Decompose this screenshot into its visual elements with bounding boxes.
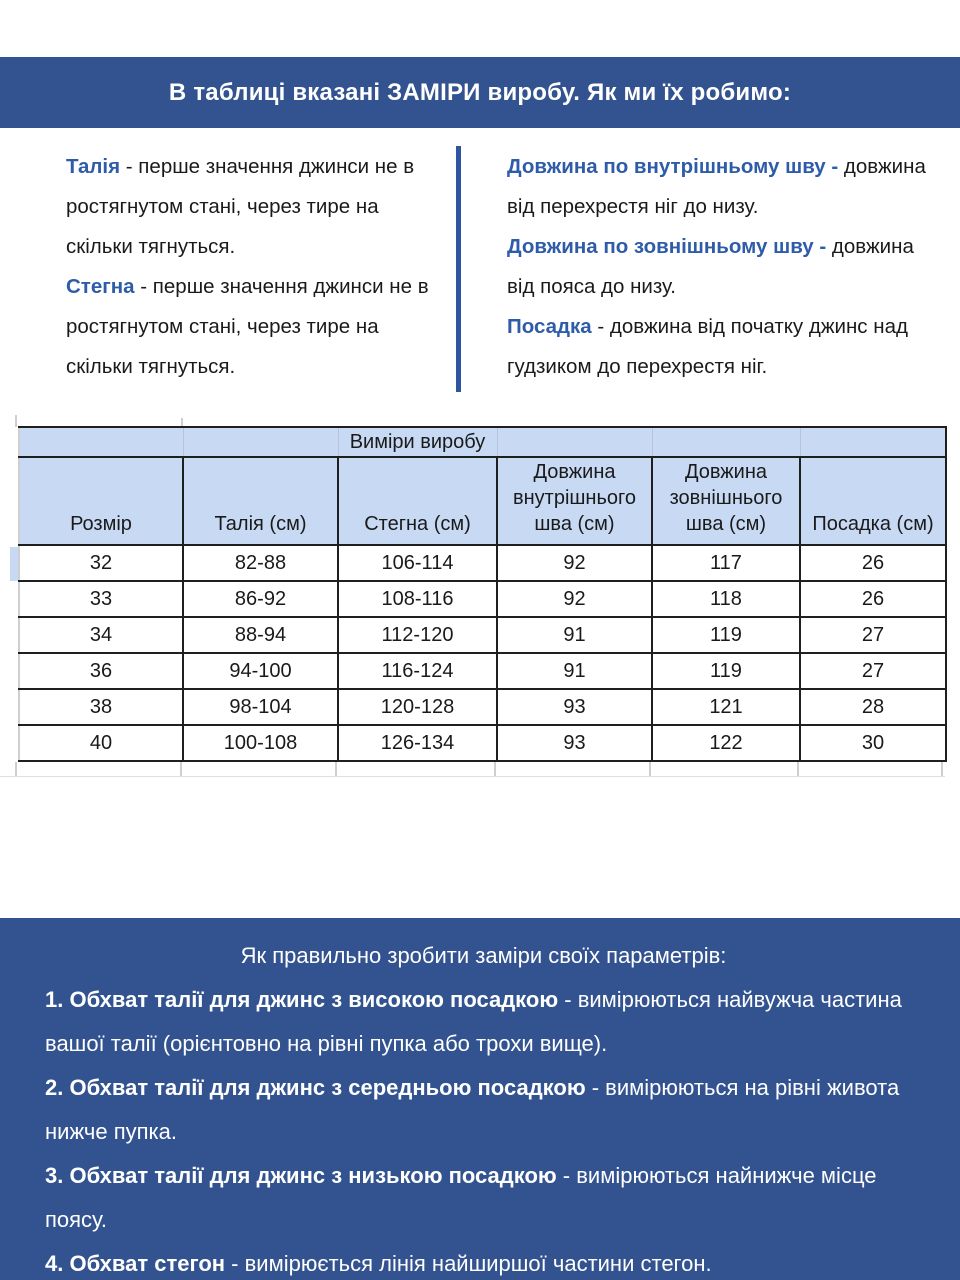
title-row-cell <box>19 427 183 457</box>
table-cell: 27 <box>800 653 946 689</box>
table-cell: 88-94 <box>183 617 338 653</box>
column-header: Талія (см) <box>183 457 338 545</box>
definition <box>507 307 939 387</box>
table-cell: 93 <box>497 725 652 761</box>
table-row <box>19 689 946 725</box>
table-cell: 106-114 <box>338 545 497 581</box>
table-cell: 92 <box>497 581 652 617</box>
definition-term: Талія <box>66 155 121 178</box>
footer-banner <box>0 918 960 1280</box>
size-table <box>18 426 947 762</box>
table-cell: 92 <box>497 545 652 581</box>
column-header: Стегна (см) <box>338 457 497 545</box>
instruction-text: - вимірюється лінія найширшої частини стегон. <box>225 1251 712 1276</box>
gridline-artifact <box>0 776 945 777</box>
table-cell: 30 <box>800 725 946 761</box>
instruction-text: - вимірюються найнижче місце поясу. <box>45 1163 877 1232</box>
gridline-artifact <box>15 762 17 776</box>
table-cell: 91 <box>497 653 652 689</box>
table-cell: 100-108 <box>183 725 338 761</box>
table-cell: 28 <box>800 689 946 725</box>
table-row <box>19 581 946 617</box>
table-cell: 38 <box>19 689 183 725</box>
table-cell: 119 <box>652 653 800 689</box>
column-header: Довжина зовнішнього шва (см) <box>652 457 800 545</box>
definition <box>66 147 438 267</box>
measurement-instructions <box>45 978 922 1280</box>
table-cell: 36 <box>19 653 183 689</box>
table-cell: 117 <box>652 545 800 581</box>
table-cell: 116-124 <box>338 653 497 689</box>
footer-heading: Як правильно зробити заміри своїх параметрів: <box>240 943 727 968</box>
definition-text: довжина від пояса до низу. <box>507 235 914 298</box>
definition-term: Довжина по внутрішньому шву - <box>507 155 839 178</box>
table-cell: 34 <box>19 617 183 653</box>
table-cell: 118 <box>652 581 800 617</box>
table-title-row <box>19 427 946 457</box>
measurement-instruction <box>45 1242 922 1280</box>
column-header: Розмір <box>19 457 183 545</box>
measurement-instruction <box>45 978 922 1066</box>
definition-text: довжина від перехрестя ніг до низу. <box>507 155 926 218</box>
title-row-cell <box>800 427 946 457</box>
gridline-artifact <box>494 762 496 776</box>
table-cell: 119 <box>652 617 800 653</box>
instruction-text: - вимірюються найвужча частина вашої талії (орієнтовно на рівні пупка або трохи вище). <box>45 987 902 1056</box>
table-cell: 26 <box>800 545 946 581</box>
table-cell: 108-116 <box>338 581 497 617</box>
instruction-text: - вимірюються на рівні живота нижче пупка. <box>45 1075 900 1144</box>
table-cell: 82-88 <box>183 545 338 581</box>
definitions-left-column <box>66 147 438 387</box>
instruction-bold: 2. Обхват талії для джинс з середньою посадкою <box>45 1075 586 1100</box>
definition-text: - перше значення джинси не в ростягнутом стані, через тире на скільки тягнуться. <box>66 155 415 258</box>
instruction-bold: 3. Обхват талії для джинс з низькою посадкою <box>45 1163 557 1188</box>
table-cell: 26 <box>800 581 946 617</box>
table-cell: 33 <box>19 581 183 617</box>
definition <box>66 267 438 387</box>
gridline-artifact <box>180 762 182 776</box>
gridline-artifact <box>15 415 17 427</box>
title-banner <box>0 57 960 128</box>
column-divider <box>456 146 461 392</box>
definition-text: - довжина від початку джинс над гудзиком до перехрестя ніг. <box>507 315 908 378</box>
table-cell: 93 <box>497 689 652 725</box>
gridline-artifact <box>797 762 799 776</box>
table-cell: 98-104 <box>183 689 338 725</box>
table-header-row <box>19 457 946 545</box>
table-cell: 32 <box>19 545 183 581</box>
table-cell: 91 <box>497 617 652 653</box>
table-row <box>19 653 946 689</box>
gridline-artifact <box>649 762 651 776</box>
merged-title-cell: Виміри виробу <box>338 427 497 457</box>
title-row-cell <box>652 427 800 457</box>
table-cell: 27 <box>800 617 946 653</box>
table-row <box>19 545 946 581</box>
definition <box>507 147 939 227</box>
table-cell: 86-92 <box>183 581 338 617</box>
table-row <box>19 617 946 653</box>
table-cell: 112-120 <box>338 617 497 653</box>
title-row-cell <box>497 427 652 457</box>
measurement-instruction <box>45 1066 922 1154</box>
gridline-artifact <box>941 762 943 776</box>
table-cell: 126-134 <box>338 725 497 761</box>
definition-term: Посадка <box>507 315 592 338</box>
column-header: Довжина внутрішнього шва (см) <box>497 457 652 545</box>
table-row <box>19 725 946 761</box>
banner-title: В таблиці вказані ЗАМІРИ виробу. Як ми їх робимо: <box>168 78 792 106</box>
instruction-bold: 4. Обхват стегон <box>45 1251 226 1276</box>
row-highlight-artifact <box>10 547 18 581</box>
title-row-cell <box>183 427 338 457</box>
table-cell: 40 <box>19 725 183 761</box>
definitions-right-column <box>507 147 939 387</box>
definition <box>507 227 939 307</box>
table-cell: 122 <box>652 725 800 761</box>
gridline-artifact <box>335 762 337 776</box>
table-cell: 120-128 <box>338 689 497 725</box>
instruction-bold: 1. Обхват талії для джинс з високою посадкою <box>45 987 559 1012</box>
column-header: Посадка (см) <box>800 457 946 545</box>
definition-text: - перше значення джинси не в ростягнутом стані, через тире на скільки тягнуться. <box>66 275 429 378</box>
table-cell: 121 <box>652 689 800 725</box>
measurement-instruction <box>45 1154 922 1242</box>
definition-term: Довжина по зовнішньому шву - <box>507 235 827 258</box>
table-cell: 94-100 <box>183 653 338 689</box>
definition-term: Стегна <box>66 275 135 298</box>
